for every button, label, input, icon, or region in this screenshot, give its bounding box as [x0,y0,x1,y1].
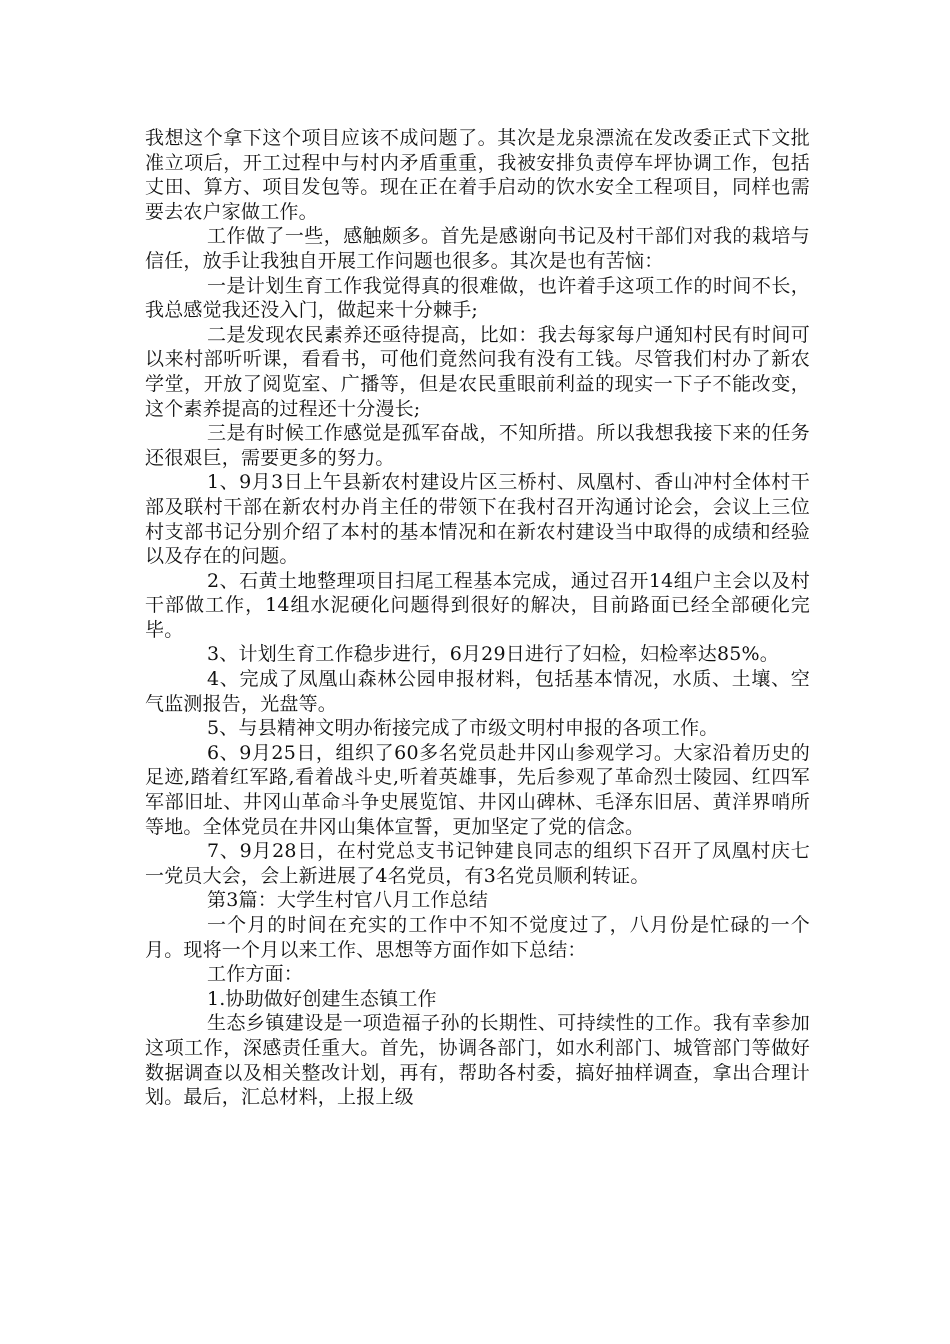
subheading-work: 工作方面： [207,963,304,986]
section-heading: 第3篇：大学生村官八月工作总结 [207,889,489,912]
paragraph-item-4: 4、完成了凤凰山森林公园申报材料，包括基本情况，水质、土壤、空气监测报告，光盘等。 [145,668,810,715]
paragraph-worry-1: 一是计划生育工作我觉得真的很难做，也许着手这项工作的时间不长，我总感觉我还没入门，做起来十分棘手; [145,274,810,322]
paragraph-reflection: 工作做了一些，感触颇多。首先是感谢向书记及村干部们对我的栽培与信任，放手让我独自开展工作问题也很多。其次是也有苦恼： [145,225,810,272]
paragraph-worry-2: 二是发现农民素养还亟待提高，比如：我去每家每户通知村民有时间可以来村部听听课，看看书，可他们竟然问我有没有工钱。尽管我们村办了新农学堂，开放了阅览室、广播等，但是农民重眼前利益的现实一下子不能改变，这个素养提高的过程还十分漫长; [145,323,810,420]
paragraph-item-7: 7、9月28日，在村党总支书记钟建良同志的组织下召开了凤凰村庆七一党员大会，会上新进展了4名党员，有3名党员顺利转证。 [145,840,810,887]
paragraph-eco-town: 生态乡镇建设是一项造福子孙的长期性、可持续性的工作。我有幸参加这项工作，深感责任重大。首先，协调各部门，如水利部门、城管部门等做好数据调查以及相关整改计划，再有，帮助各村委，搞好抽样调查，拿出合理计划。最后，汇总材料，上报上级 [145,1012,810,1109]
paragraph-item-2: 2、石黄土地整理项目扫尾工程基本完成，通过召开14组户主会以及村干部做工作，14组水泥硬化问题得到很好的解决，目前路面已经全部硬化完毕。 [145,569,810,641]
subheading-item-1: 1.协助做好创建生态镇工作 [207,987,437,1010]
document-body [145,126,810,1110]
paragraph-item-3: 3、计划生育工作稳步进行，6月29日进行了妇检，妇检率达85%。 [207,643,779,666]
paragraph-continuation: 我想这个拿下这个项目应该不成问题了。其次是龙泉漂流在发改委正式下文批准立项后，开工过程中与村内矛盾重重，我被安排负责停车坪协调工作，包括丈田、算方、项目发包等。现在正在着手启动的饮水安全工程项目，同样也需要去农户家做工作。 [145,127,810,223]
paragraph-worry-3: 三是有时候工作感觉是孤军奋战，不知所措。所以我想我接下来的任务还很艰巨，需要更多的努力。 [145,422,810,469]
paragraph-item-5: 5、与县精神文明办衔接完成了市级文明村申报的各项工作。 [207,717,719,740]
paragraph-item-6: 6、9月25日，组织了60多名党员赴井冈山参观学习。大家沿着历史的足迹,踏着红军路,看着战斗史,听着英雄事，先后参观了革命烈士陵园、红四军军部旧址、井冈山革命斗争史展览馆、井冈山碑林、毛泽东旧居、黄洋界哨所等地。全体党员在井冈山集体宣誓，更加坚定了党的信念。 [145,741,810,838]
paragraph-item-1: 1、9月3日上午县新农村建设片区三桥村、凤凰村、香山冲村全体村干部及联村干部在新农村办肖主任的带领下在我村召开沟通讨论会，会议上三位村支部书记分别介绍了本村的基本情况和在新农村建设当中取得的成绩和经验以及存在的问题。 [145,471,810,568]
paragraph-intro: 一个月的时间在充实的工作中不知不觉度过了，八月份是忙碌的一个月。现将一个月以来工作、思想等方面作如下总结： [145,914,810,961]
